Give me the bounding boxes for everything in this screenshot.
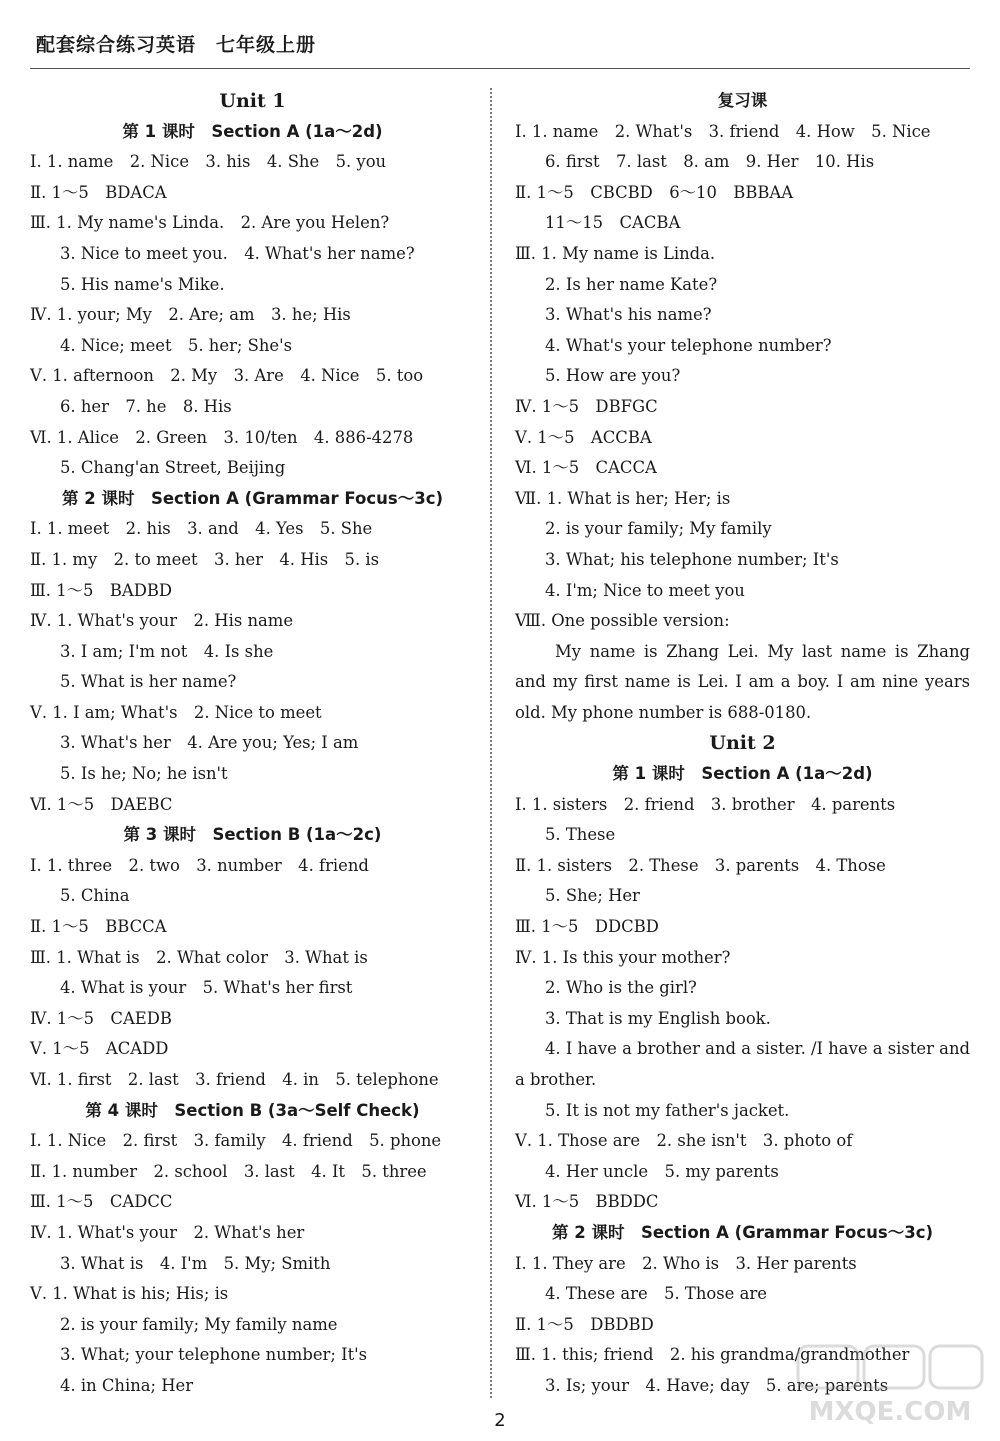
- answer-line: Ⅷ. One possible version:: [515, 611, 730, 631]
- answer-line: Ⅲ. 1～5 CADCC: [30, 1192, 173, 1212]
- sample-essay: My name is Zhang Lei. My last name is Zhang and my first name is Lei. I am a boy. I am nine years old. My phone number is 688-0180.: [515, 641, 970, 722]
- left-column: [30, 86, 475, 1402]
- answer-line-continued: 5. These: [545, 825, 616, 845]
- answer-line: Ⅵ. 1. Alice 2. Green 3. 10/ten 4. 886-4278: [30, 427, 414, 447]
- page-number: 2: [494, 1410, 506, 1431]
- answer-line: Ⅳ. 1～5 DBFGC: [515, 396, 658, 416]
- watermark-logo: [790, 1340, 990, 1435]
- answer-line: Ⅴ. 1. Those are 2. she isn't 3. photo of: [515, 1131, 853, 1151]
- answer-line: Ⅰ. 1. name 2. What's 3. friend 4. How 5. Nice: [515, 121, 931, 141]
- answer-line-continued: 5. What is her name?: [60, 672, 237, 692]
- lesson-heading: 第 1 课时 Section A (1a～2d): [612, 764, 873, 784]
- answer-line: Ⅰ. 1. meet 2. his 3. and 4. Yes 5. She: [30, 519, 373, 539]
- lesson-heading: 第 3 课时 Section B (1a～2c): [123, 825, 382, 845]
- column-divider: [490, 88, 492, 1398]
- answer-line-continued: 4. What is your 5. What's her first: [60, 978, 353, 998]
- watermark-text: MXQE.COM: [808, 1397, 972, 1427]
- answer-line: Ⅳ. 1. Is this your mother?: [515, 947, 731, 967]
- answer-line: Ⅱ. 1. number 2. school 3. last 4. It 5. three: [30, 1161, 427, 1181]
- answer-line-continued: 3. What; his telephone number; It's: [545, 549, 839, 569]
- answer-line-continued: 5. She; Her: [545, 886, 640, 906]
- answer-line-continued: 2. Who is the girl?: [545, 978, 697, 998]
- answer-line: Ⅱ. 1. my 2. to meet 3. her 4. His 5. is: [30, 549, 380, 569]
- lesson-heading: 第 1 课时 Section A (1a～2d): [122, 121, 383, 141]
- answer-line-continued: 4. I'm; Nice to meet you: [545, 580, 745, 600]
- answer-line: Ⅲ. 1. My name is Linda.: [515, 243, 716, 263]
- answer-line-continued: 11～15 CACBA: [545, 213, 681, 233]
- lesson-heading: 第 4 课时 Section B (3a～Self Check): [85, 1100, 420, 1120]
- answer-line: Ⅰ. 1. name 2. Nice 3. his 4. She 5. you: [30, 152, 387, 172]
- answer-line: Ⅴ. 1～5 ACADD: [30, 1039, 169, 1059]
- answer-line-continued: 2. is your family; My family name: [60, 1314, 338, 1334]
- answer-line-continued: 6. first 7. last 8. am 9. Her 10. His: [545, 152, 875, 172]
- right-column: [515, 86, 970, 1402]
- answer-line: Ⅴ. 1. What is his; His; is: [30, 1284, 229, 1304]
- answer-line-continued: 4. Her uncle 5. my parents: [545, 1161, 779, 1181]
- answer-line: Ⅲ. 1. this; friend 2. his grandma/grandmother: [515, 1345, 910, 1365]
- answer-line: Ⅱ. 1～5 BDACA: [30, 182, 167, 202]
- answer-line: Ⅲ. 1～5 BADBD: [30, 580, 173, 600]
- answer-line: Ⅱ. 1～5 BBCCA: [30, 917, 167, 937]
- answer-line-continued: 2. is your family; My family: [545, 519, 772, 539]
- lesson-heading: 第 2 课时 Section A (Grammar Focus～3c): [61, 488, 444, 508]
- answer-line: Ⅱ. 1. sisters 2. These 3. parents 4. Those: [515, 855, 886, 875]
- answer-line: Ⅴ. 1～5 ACCBA: [515, 427, 652, 447]
- book-header: 配套综合练习英语 七年级上册: [36, 34, 317, 56]
- answer-line: Ⅰ. 1. Nice 2. first 3. family 4. friend 5. phone: [30, 1131, 442, 1151]
- answer-line-continued: 5. Is he; No; he isn't: [60, 764, 228, 784]
- answer-line-continued: 4. Nice; meet 5. her; She's: [60, 335, 293, 355]
- lesson-heading: 复习课: [717, 91, 768, 110]
- answer-line-continued: 5. How are you?: [545, 366, 681, 386]
- unit-heading: Unit 2: [709, 732, 776, 755]
- answer-line: Ⅳ. 1. What's your 2. His name: [30, 611, 294, 631]
- answer-line-continued: 2. Is her name Kate?: [545, 274, 718, 294]
- answer-line-continued: 3. Nice to meet you. 4. What's her name?: [60, 243, 415, 263]
- answer-line-continued: 4. in China; Her: [60, 1375, 194, 1395]
- answer-line: Ⅴ. 1. afternoon 2. My 3. Are 4. Nice 5. too: [30, 366, 424, 386]
- answer-line: Ⅵ. 1～5 CACCA: [515, 458, 657, 478]
- answer-line: Ⅰ. 1. They are 2. Who is 3. Her parents: [515, 1253, 857, 1273]
- answer-line-continued: 3. I am; I'm not 4. Is she: [60, 641, 274, 661]
- answer-line-continued: 3. What is 4. I'm 5. My; Smith: [60, 1253, 331, 1273]
- answer-line-continued: 4. These are 5. Those are: [545, 1284, 767, 1304]
- lesson-heading: 第 2 课时 Section A (Grammar Focus～3c): [551, 1222, 934, 1242]
- answer-line: Ⅵ. 1～5 DAEBC: [30, 794, 173, 814]
- answer-line: Ⅰ. 1. three 2. two 3. number 4. friend: [30, 855, 369, 875]
- answer-line: Ⅳ. 1. your; My 2. Are; am 3. he; His: [30, 305, 351, 325]
- answer-line: Ⅳ. 1. What's your 2. What's her: [30, 1222, 305, 1242]
- answer-line-continued: 3. What; your telephone number; It's: [60, 1345, 368, 1365]
- answer-line-continued: 3. Is; your 4. Have; day 5. are; parents: [545, 1375, 889, 1395]
- answer-line-continued: 3. What's her 4. Are you; Yes; I am: [60, 733, 359, 753]
- answer-line: Ⅵ. 1. first 2. last 3. friend 4. in 5. telephone: [30, 1070, 439, 1089]
- answer-line: Ⅲ. 1～5 DDCBD: [515, 917, 659, 937]
- answer-line-continued: 5. China: [60, 886, 130, 906]
- answer-line: Ⅱ. 1～5 DBDBD: [515, 1314, 654, 1334]
- answer-line: Ⅵ. 1～5 BBDDC: [515, 1192, 659, 1212]
- answer-line: Ⅴ. 1. I am; What's 2. Nice to meet: [30, 702, 322, 722]
- answer-line-continued: 4. What's your telephone number?: [545, 335, 832, 355]
- unit-heading: Unit 1: [219, 90, 286, 112]
- answer-line: Ⅳ. 1～5 CAEDB: [30, 1008, 172, 1028]
- answer-line-continued: 3. What's his name?: [545, 305, 712, 325]
- answer-line: Ⅶ. 1. What is her; Her; is: [515, 488, 731, 508]
- answer-line-continued: 6. her 7. he 8. His: [60, 396, 232, 416]
- answer-line-continued: 5. It is not my father's jacket.: [545, 1100, 790, 1120]
- answer-line-continued: 3. That is my English book.: [545, 1008, 771, 1028]
- answer-line: Ⅲ. 1. My name's Linda. 2. Are you Helen?: [30, 213, 390, 233]
- answer-line-continued: 4. I have a brother and a sister. /I have a sister and a brother.: [515, 1039, 970, 1089]
- answer-line: Ⅱ. 1～5 CBCBD 6～10 BBBAA: [515, 182, 794, 202]
- answer-line-continued: 5. Chang'an Street, Beijing: [60, 458, 286, 478]
- answer-line: Ⅰ. 1. sisters 2. friend 3. brother 4. parents: [515, 794, 896, 814]
- header-divider: [30, 68, 970, 69]
- answer-line-continued: 5. His name's Mike.: [60, 274, 225, 294]
- answer-line: Ⅲ. 1. What is 2. What color 3. What is: [30, 947, 368, 967]
